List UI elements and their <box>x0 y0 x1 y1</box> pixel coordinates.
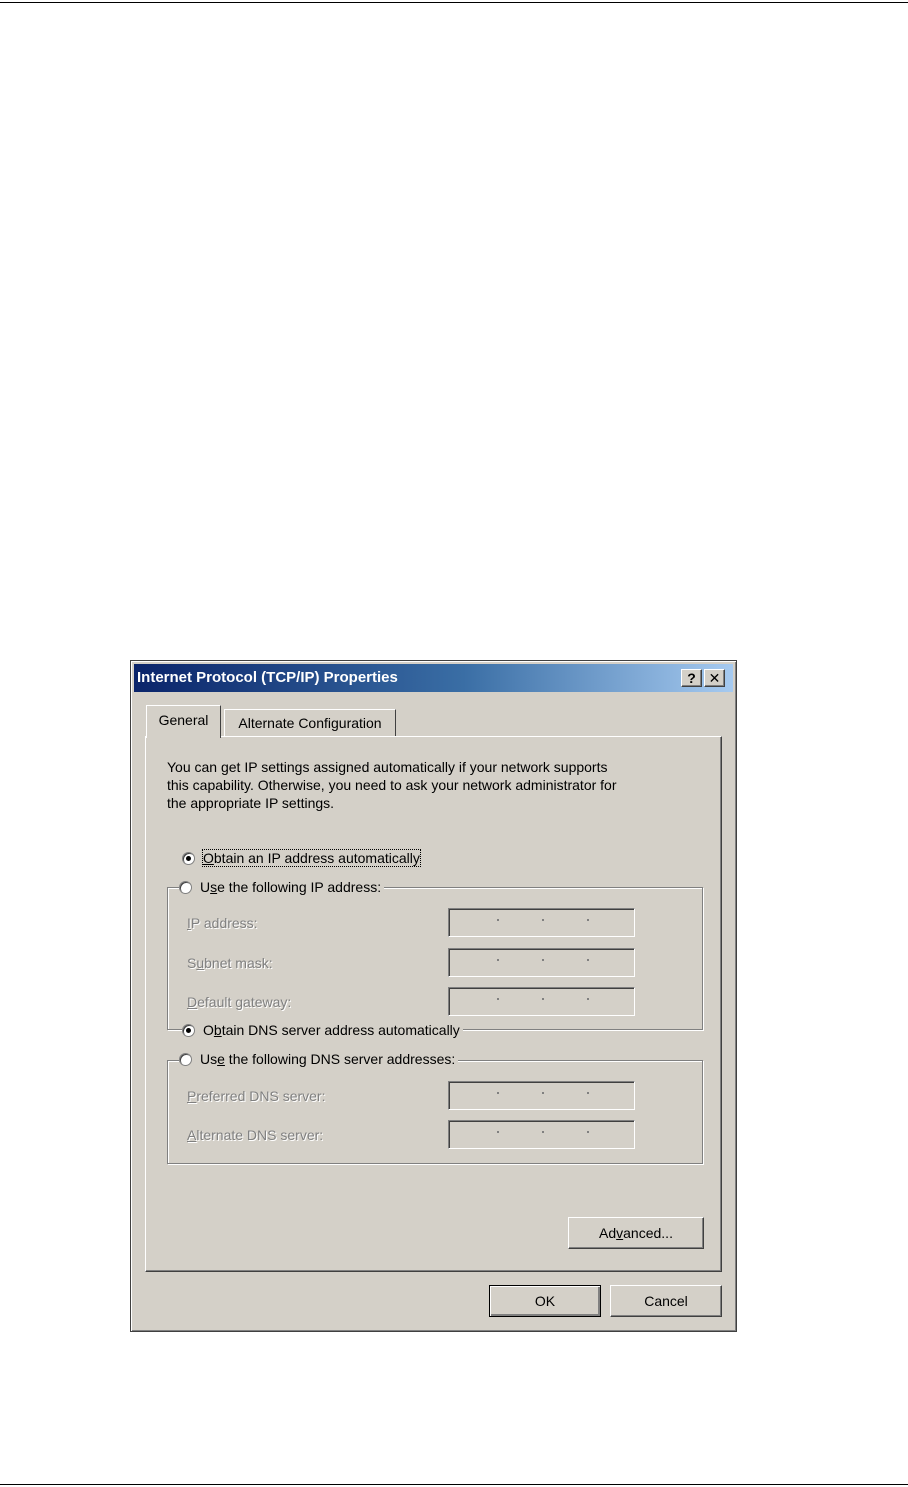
obtain-ip-auto-radio[interactable] <box>182 852 195 865</box>
obtain-dns-auto-label: Obtain DNS server address automatically <box>203 1022 460 1038</box>
obtain-dns-auto-radio[interactable] <box>182 1024 195 1037</box>
tcpip-properties-dialog <box>130 660 737 1332</box>
obtain-ip-auto-label: Obtain an IP address automatically <box>203 850 420 866</box>
use-following-dns-label: Use the following DNS server addresses: <box>200 1051 456 1067</box>
use-following-ip-radio-row[interactable] <box>179 879 384 895</box>
preferred-dns-input[interactable] <box>448 1081 635 1110</box>
subnet-mask-input[interactable] <box>448 948 635 977</box>
help-button[interactable]: ? <box>681 669 702 687</box>
advanced-button[interactable]: Advanced... <box>568 1217 704 1249</box>
default-gateway-label: Default gateway: <box>187 994 292 1010</box>
tab-general[interactable] <box>146 705 221 738</box>
intro-text: You can get IP settings assigned automatically if your network supports this capability. Otherwise, you need to ask your network administrator for the appropriate IP settings. <box>167 759 617 811</box>
ip-address-label: IP address: <box>187 915 258 931</box>
general-tab-panel <box>145 736 722 1272</box>
tab-alternate-configuration-label: Alternate Configuration <box>238 715 382 731</box>
subnet-mask-label: Subnet mask: <box>187 955 273 971</box>
obtain-dns-auto-radio-row[interactable] <box>182 1022 463 1038</box>
ip-address-input[interactable] <box>448 908 635 937</box>
ok-button[interactable]: OK <box>489 1285 601 1317</box>
use-following-ip-radio[interactable] <box>179 881 192 894</box>
alternate-dns-label: Alternate DNS server: <box>187 1127 324 1143</box>
title-bar[interactable] <box>134 664 733 692</box>
use-following-dns-radio[interactable] <box>179 1053 192 1066</box>
use-following-ip-label: Use the following IP address: <box>200 879 382 895</box>
preferred-dns-label: Preferred DNS server: <box>187 1088 326 1104</box>
cancel-button[interactable]: Cancel <box>610 1285 722 1317</box>
dialog-title: Internet Protocol (TCP/IP) Properties <box>137 669 398 686</box>
page-bottom-rule <box>0 1484 908 1485</box>
close-button[interactable]: ✕ <box>704 669 725 687</box>
default-gateway-input[interactable] <box>448 987 635 1016</box>
tab-general-label: General <box>158 712 209 728</box>
obtain-ip-auto-radio-row[interactable] <box>182 850 423 866</box>
alternate-dns-input[interactable] <box>448 1120 635 1149</box>
tab-alternate-configuration[interactable] <box>224 709 396 737</box>
use-following-dns-radio-row[interactable] <box>179 1051 458 1067</box>
page-top-rule <box>0 2 908 3</box>
